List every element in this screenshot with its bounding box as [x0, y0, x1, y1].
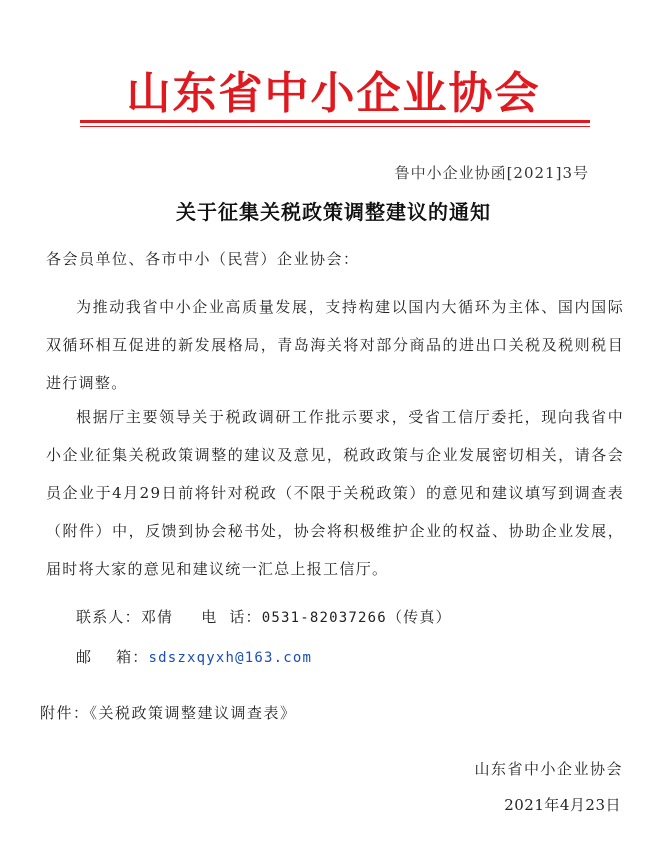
organization-header: 山东省中小企业协会	[126, 68, 541, 119]
email-line	[76, 646, 312, 667]
issue-date: 2021年4月23日	[504, 796, 621, 814]
attachment-line: 附件：《关税政策调整建议调查表》	[40, 704, 297, 722]
contact-line	[76, 606, 452, 627]
addressee: 各会员单位、各市中小（民营）企业协会：	[46, 250, 360, 268]
contact-person-label: 联系人：	[76, 608, 141, 626]
email-address[interactable]: sdszxqyxh@163.com	[148, 650, 313, 666]
contact-person: 邓倩	[140, 608, 174, 626]
email-label: 邮 箱：	[76, 648, 149, 666]
body-paragraph-1: 为推动我省中小企业高质量发展，支持构建以国内大循环为主体、国内国际双循环相互促进的新发展格局，青岛海关将对部分商品的进出口关税及税则税目进行调整。	[46, 298, 624, 392]
document-title: 关于征集关税政策调整建议的通知	[176, 200, 491, 224]
phone-number: 0531-82037266	[261, 610, 387, 626]
signature-organization: 山东省中小企业协会	[474, 760, 623, 778]
phone-note: （传真）	[386, 608, 452, 626]
document-number: 鲁中小企业协函[2021]3号	[394, 164, 589, 182]
header-rule-thick	[80, 120, 590, 123]
header-rule-thin	[80, 126, 590, 127]
phone-label: 电 话：	[201, 608, 262, 626]
body-paragraph-2: 根据厅主要领导关于税政调研工作批示要求，受省工信厅委托，现向我省中小企业征集关税政策调整的建议及意见，税政政策与企业发展密切相关，请各会员企业于4月29日前将针对税政（不限于关税政策）的意见和建议填写到调查表（附件）中，反馈到协会秘书处，协会将积极维护企业的权益、协助企业发展，届时将大家的意见和建议统一汇总上报工信厅。	[46, 408, 624, 578]
